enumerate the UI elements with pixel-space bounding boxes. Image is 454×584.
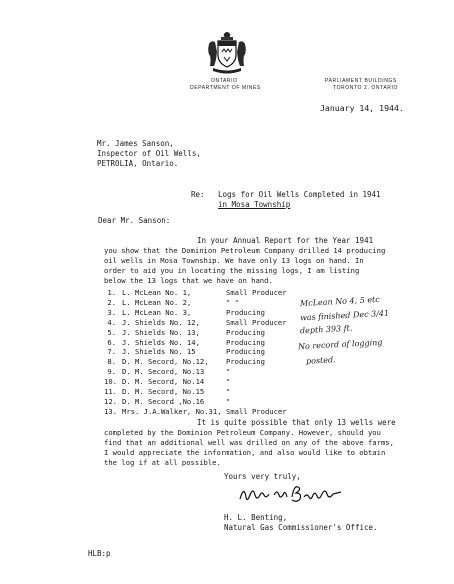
well-name: L. McLean No. 2,	[122, 297, 192, 307]
well-number: 5.	[107, 327, 116, 337]
well-list-item	[104, 288, 287, 298]
handwritten-note-line4: No record of logging	[297, 337, 383, 352]
paragraph2-line1: It is quite possible that only 13 wells were	[197, 418, 396, 427]
letterhead-parliament: PARLIAMENT BUILDINGS	[325, 78, 397, 84]
well-status: Producing	[226, 307, 265, 317]
well-name: Mrs. J.A.Walker, No.31,	[122, 406, 222, 416]
well-name: J. Shields No. 15	[122, 347, 196, 357]
well-list-item	[104, 407, 287, 417]
well-name: J. Shields No. 14,	[122, 337, 200, 347]
well-name: L. McLean No. 1,	[122, 288, 192, 297]
recipient-location: PETROLIA, Ontario.	[97, 159, 179, 168]
well-status: Small Producer	[226, 406, 287, 416]
letterhead-ontario: ONTARIO	[211, 78, 238, 84]
recipient-title: Inspector of Oil Wells,	[97, 149, 201, 158]
well-status: "	[226, 387, 231, 396]
paragraph1-line1: In your Annual Report for the Year 1941	[197, 236, 374, 245]
paragraph1-line2: you show that the Dominion Petroleum Company drilled 14 producing	[104, 246, 386, 255]
paragraph1-line4: order to aid you in locating the missing logs, I am listing	[104, 266, 360, 275]
handwritten-note-line5: posted.	[305, 355, 336, 366]
handwritten-note-line3: depth 393 ft.	[299, 323, 353, 336]
well-name: J. Shields No. 13,	[122, 327, 200, 337]
salutation: Dear Mr. Sanson:	[98, 216, 171, 225]
well-status: Small Producer	[226, 317, 287, 327]
well-number: 3.	[107, 307, 116, 317]
well-number: 10.	[104, 377, 117, 387]
well-status: "	[226, 396, 231, 406]
letterhead-toronto: TORONTO 2, ONTARIO	[333, 85, 398, 91]
well-number: 7.	[107, 347, 116, 357]
ontario-coat-of-arms-icon	[207, 30, 247, 74]
well-number: 11.	[104, 387, 117, 396]
well-name: D. M. Secord, No.12,	[122, 357, 209, 367]
well-list-item	[104, 338, 265, 348]
well-number: 2.	[107, 297, 116, 307]
paragraph2-line4: I would appreciate the information, and also would like to obtain	[104, 448, 386, 457]
handwritten-signature	[236, 481, 356, 507]
well-name: D. M. Secord, No.13	[122, 367, 205, 377]
well-status: Producing	[226, 337, 265, 347]
paragraph1-line5: below the 13 logs that we have on hand.	[104, 276, 273, 285]
subject-line-2: in Mosa Township	[218, 200, 291, 209]
well-status: "	[226, 377, 231, 387]
letter-date: January 14, 1944.	[320, 103, 404, 113]
letterhead-department: DEPARTMENT OF MINES	[190, 85, 261, 91]
well-name: D. M. Secord, No.15	[122, 387, 205, 396]
recipient-name: Mr. James Sanson,	[97, 139, 174, 148]
well-list-item	[104, 367, 230, 377]
well-list-item	[104, 308, 265, 318]
typist-initials: HLB:p	[88, 549, 111, 558]
closing: Yours very truly,	[224, 472, 301, 481]
well-number: 13.	[104, 406, 117, 416]
well-status: Small Producer	[226, 288, 287, 297]
well-list-item	[104, 298, 239, 308]
well-name: D. M. Secord, No.14	[122, 377, 205, 387]
well-number: 1.	[107, 288, 116, 297]
well-list-item	[104, 357, 265, 367]
well-list-item	[104, 328, 265, 338]
signer-title: Natural Gas Commissioner's Office.	[224, 523, 378, 532]
well-list-item	[104, 377, 230, 387]
well-list-item	[104, 387, 230, 397]
well-status: " "	[226, 297, 239, 307]
paragraph1-line3: oil wells in Mosa Township. We have only 13 logs on hand. In	[104, 256, 364, 265]
handwritten-note-line1: McLean No 4, 5 etc	[299, 294, 380, 309]
signer-name: H. L. Benting,	[224, 513, 288, 522]
subject-line-1: Logs for Oil Wells Completed in 1941	[218, 190, 381, 199]
handwritten-note-line2: was finished Dec 3/41	[299, 308, 390, 323]
well-status: Producing	[226, 347, 265, 357]
well-name: J. Shields No. 12,	[122, 317, 200, 327]
well-number: 8.	[107, 357, 116, 367]
paragraph2-line3: find that an additional well was drilled on any of the above farms,	[104, 438, 394, 447]
well-number: 4.	[107, 317, 116, 327]
well-status: Producing	[226, 327, 265, 337]
well-number: 12.	[104, 396, 117, 406]
well-list-item	[104, 318, 287, 328]
well-number: 9.	[107, 367, 116, 377]
well-list-item	[104, 397, 230, 407]
paragraph2-line2: completed by the Dominion Petroleum Company. However, should you	[104, 428, 381, 437]
well-name: L. McLean No. 3,	[122, 307, 192, 317]
well-status: Producing	[226, 357, 265, 367]
well-number: 6.	[107, 337, 116, 347]
well-name: D. M. Secord ,No.16	[122, 396, 205, 406]
well-status: "	[226, 367, 231, 377]
paragraph2-line5: the log if at all possible.	[104, 458, 221, 467]
subject-prefix: Re:	[191, 190, 205, 199]
well-list-item	[104, 347, 265, 357]
